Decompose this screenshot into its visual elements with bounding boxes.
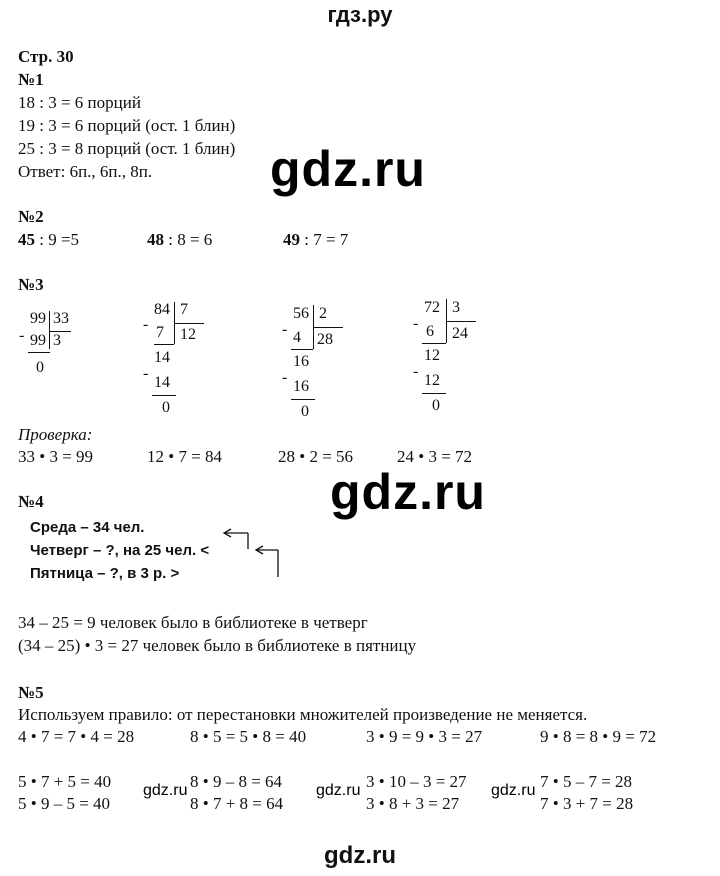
partial-dividend: 12: [424, 347, 440, 364]
minus-sign: -: [19, 327, 25, 344]
task5-expr: 7 • 5 – 7 = 28: [540, 772, 633, 791]
remainder: 0: [301, 403, 309, 420]
watermark: gdz.ru: [316, 782, 361, 799]
quotient: 24: [452, 325, 468, 342]
task5-expr: 8 • 7 + 8 = 64: [190, 794, 284, 813]
long-division: [281, 301, 371, 421]
dividend: 84: [154, 301, 170, 318]
check-item: 33 • 3 = 99: [18, 447, 94, 466]
long-division: [142, 299, 232, 419]
scheme-line: Среда – 34 чел.: [30, 519, 145, 536]
task1-title: №1: [18, 70, 44, 89]
subtrahend: 6: [426, 323, 434, 340]
task4-title: №4: [18, 492, 44, 511]
watermark: gdz.ru: [270, 141, 426, 197]
watermark: gdz.ru: [330, 464, 486, 520]
subtrahend: 14: [154, 374, 170, 391]
task5-expr: 5 • 9 – 5 = 40: [18, 794, 111, 813]
task5-expr: 5 • 7 + 5 = 40: [18, 772, 112, 791]
task5-expr: 8 • 9 – 8 = 64: [190, 772, 283, 791]
check-label: Проверка:: [18, 425, 93, 444]
divisor: 7: [180, 301, 188, 318]
scheme-arrows: [215, 520, 295, 580]
task5-title: №5: [18, 683, 44, 702]
watermark: gdz.ru: [491, 782, 536, 799]
task5-expr: 7 • 3 + 7 = 28: [540, 794, 634, 813]
site-footer[interactable]: gdz.ru: [324, 842, 396, 869]
task5-expr: 3 • 9 = 9 • 3 = 27: [366, 727, 483, 746]
check-item: 28 • 2 = 56: [278, 447, 354, 466]
divisor: 2: [319, 305, 327, 322]
check-item: 24 • 3 = 72: [397, 447, 473, 466]
task4-solution: 34 – 25 = 9 человек было в библиотеке в четверг: [18, 613, 368, 632]
task1-answer: Ответ: 6п., 6п., 8п.: [18, 162, 153, 181]
task5-rule: Используем правило: от перестановки множителей произведение не меняется.: [18, 705, 588, 724]
scheme-line: Четверг – ?, на 25 чел. <: [30, 542, 210, 559]
dividend: 72: [424, 299, 440, 316]
watermark: gdz.ru: [143, 782, 188, 799]
task1-line: 25 : 3 = 8 порций (ост. 1 блин): [18, 139, 236, 158]
minus-sign: -: [413, 363, 419, 380]
quotient: 12: [180, 326, 196, 343]
partial-dividend: 16: [293, 353, 309, 370]
divisor: 3: [452, 299, 460, 316]
subtrahend: 99: [30, 332, 46, 349]
quotient: 3: [53, 332, 61, 349]
dividend: 56: [293, 305, 309, 322]
task5-expr: 8 • 5 = 5 • 8 = 40: [190, 727, 307, 746]
subtrahend: 16: [293, 378, 309, 395]
minus-sign: -: [282, 321, 288, 338]
remainder: 0: [162, 399, 170, 416]
site-header[interactable]: гдз.ру: [327, 2, 393, 27]
check-item: 12 • 7 = 84: [147, 447, 223, 466]
subtrahend: 4: [293, 329, 301, 346]
task1-line: 19 : 3 = 6 порций (ост. 1 блин): [18, 116, 236, 135]
divisor: 33: [53, 310, 69, 327]
task3-title: №3: [18, 275, 44, 294]
scheme-line: Пятница – ?, в 3 р. >: [30, 565, 180, 582]
long-division: [18, 305, 108, 385]
task5-expr: 4 • 7 = 7 • 4 = 28: [18, 727, 135, 746]
task2-item: 48 : 8 = 6: [147, 230, 213, 249]
quotient: 28: [317, 331, 333, 348]
minus-sign: -: [282, 369, 288, 386]
minus-sign: -: [143, 316, 149, 333]
partial-dividend: 14: [154, 349, 170, 366]
task2-title: №2: [18, 207, 44, 226]
minus-sign: -: [143, 365, 149, 382]
minus-sign: -: [413, 315, 419, 332]
task5-expr: 3 • 8 + 3 = 27: [366, 794, 460, 813]
page-number: Стр. 30: [18, 47, 74, 66]
remainder: 0: [432, 397, 440, 414]
subtrahend: 12: [424, 372, 440, 389]
task2-item: 49 : 7 = 7: [283, 230, 349, 249]
subtrahend: 7: [156, 324, 164, 341]
task4-solution: (34 – 25) • 3 = 27 человек было в библиотеке в пятницу: [18, 636, 417, 655]
task2-item: 45 : 9 =5: [18, 230, 80, 249]
dividend: 99: [30, 310, 46, 327]
task1-line: 18 : 3 = 6 порций: [18, 93, 141, 112]
long-division: [412, 295, 502, 415]
remainder: 0: [36, 359, 44, 376]
task5-expr: 3 • 10 – 3 = 27: [366, 772, 467, 791]
task5-expr: 9 • 8 = 8 • 9 = 72: [540, 727, 657, 746]
